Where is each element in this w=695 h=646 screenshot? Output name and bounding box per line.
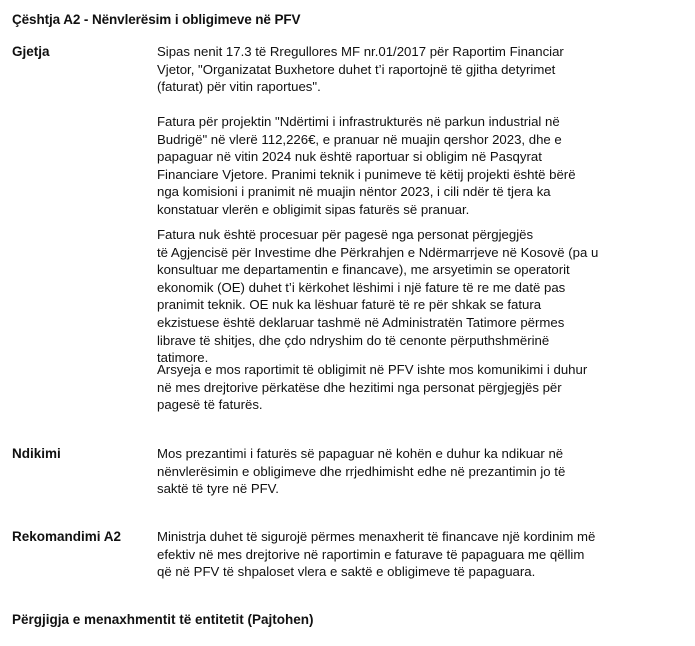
issue-title: Çështja A2 - Nënvlerësim i obligimeve në PFV [12,12,301,27]
finding-paragraph-4: Arsyeja e mos raportimit të obligimit në PFV ishte mos komunikimi i duhur në mes drejtorive përkatëse dhe hezitimi nga personat përgjegjës për pagesë të faturës. [157,362,588,413]
finding-paragraph-3: Fatura nuk është procesuar për pagesë nga personat përgjegjës të Agjencisë për Investime dhe Përkrahjen e Ndërmarrjeve në Kosovë (pa u konsultuar me departamentin e financave), me arsyetimin se operatorit ekonomik (OE) duhet t’i kërkohet lëshimi i një fature të re me datë pas pranimit teknik. OE nuk ka lëshuar faturë të re për shkak se fatura ekzistuese është deklaruar tashmë në Administratën Tatimore përmes librave të shitjes, dhe çdo ndryshim do të cenonte përputhshmërinë tatimore. [157,227,599,366]
finding-paragraph-2: Fatura për projektin "Ndërtimi i infrastrukturës në parkun industrial në Budrigë" në vlerë 112,226€, e pranuar në muajin qershor 2023, dhe e papaguar në vitin 2024 nuk është raportuar si obligim në Pasqyrat Financiare Vjetore. Pranimi teknik i punimeve të këtij projekti është bërë nga komisioni i pranimit në muajin nëntor 2023, i cili ndër të tjera ka konstatuar vlerën e obligimit sipas faturës së pranuar. [157,114,576,217]
finding-label: Gjetja [12,44,50,59]
finding-text [157,226,657,367]
impact-label: Ndikimi [12,446,61,461]
management-response-heading: Përgjigja e menaxhmentit të entitetit (Pajtohen) [12,612,314,627]
recommendation-label: Rekomandimi A2 [12,529,122,544]
finding-text [157,43,657,96]
finding-paragraph-1: Sipas nenit 17.3 të Rregullores MF nr.01/2017 për Raportim Financiar Vjetor, "Organizatat Buxhetore duhet t’i raportojnë të gjitha detyrimet (faturat) për vitin raportues". [157,44,564,95]
finding-text [157,361,657,414]
finding-text [157,113,657,219]
recommendation-paragraph: Ministrja duhet të sigurojë përmes menaxherit të financave një kordinim më efektiv në mes drejtorive në raportimin e faturave të papaguara me qëllim që në PFV të shpaloset vlera e saktë e obligimeve të papaguara. [157,529,596,580]
impact-paragraph: Mos prezantimi i faturës së papaguar në kohën e duhur ka ndikuar në nënvlerësimin e obligimeve dhe rrjedhimisht edhe në prezantimin jo të saktë të tyre në PFV. [157,446,566,497]
recommendation-text [157,528,657,581]
impact-text [157,445,657,498]
